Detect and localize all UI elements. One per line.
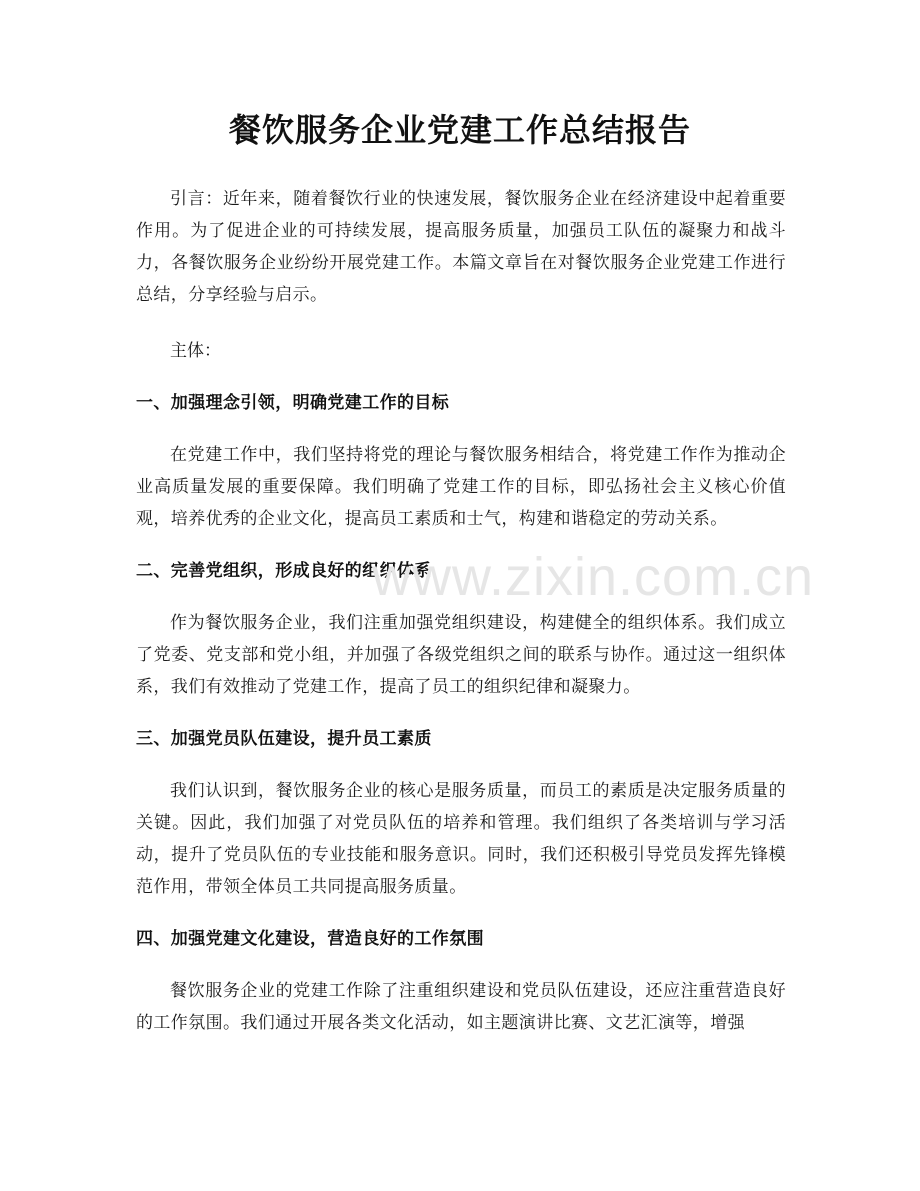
- section-heading: 二、完善党组织，形成良好的组织体系: [136, 561, 432, 581]
- watermark-text: www.zixin.com.cn: [372, 547, 815, 607]
- section-paragraph: 作为餐饮服务企业，我们注重加强党组织建设，构建健全的组织体系。我们成立了党委、党支部和党小组，并加强了各级党组织之间的联系与协作。通过这一组织体系，我们有效推动了党建工作，提高了员工的组织纪律和凝聚力。: [136, 613, 786, 697]
- section-paragraph: 在党建工作中，我们坚持将党的理论与餐饮服务相结合，将党建工作作为推动企业高质量发展的重要保障。我们明确了党建工作的目标，即弘扬社会主义核心价值观，培养优秀的企业文化，提高员工素质和士气，构建和谐稳定的劳动关系。: [136, 445, 786, 529]
- section-paragraph: 我们认识到，餐饮服务企业的核心是服务质量，而员工的素质是决定服务质量的关键。因此，我们加强了对党员队伍的培养和管理。我们组织了各类培训与学习活动，提升了党员队伍的专业技能和服务意识。同时，我们还积极引导党员发挥先锋模范作用，带领全体员工共同提高服务质量。: [136, 781, 786, 897]
- spacer: [136, 367, 786, 387]
- spacer: [136, 311, 786, 335]
- spacer: [136, 535, 786, 555]
- intro-paragraph: 引言：近年来，随着餐饮行业的快速发展，餐饮服务企业在经济建设中起着重要作用。为了促进企业的可持续发展，提高服务质量，加强员工队伍的凝聚力和战斗力，各餐饮服务企业纷纷开展党建工作。本篇文章旨在对餐饮服务企业党建工作进行总结，分享经验与启示。: [136, 189, 786, 305]
- spacer: [136, 419, 786, 439]
- section-heading: 一、加强理念引领，明确党建工作的目标: [136, 393, 450, 413]
- section-heading: 三、加强党员队伍建设，提升员工素质: [136, 729, 432, 749]
- spacer: [136, 587, 786, 607]
- section-paragraph: 餐饮服务企业的党建工作除了注重组织建设和党员队伍建设，还应注重营造良好的工作氛围。我们通过开展各类文化活动，如主题演讲比赛、文艺汇演等，增强: [136, 981, 786, 1033]
- body-label: 主体：: [170, 341, 221, 361]
- spacer: [136, 903, 786, 923]
- spacer: [136, 703, 786, 723]
- spacer: [136, 955, 786, 975]
- document-title: 餐饮服务企业党建工作总结报告: [228, 111, 691, 149]
- section-heading: 四、加强党建文化建设，营造良好的工作氛围: [136, 929, 484, 949]
- spacer: [136, 755, 786, 775]
- document-body: [136, 183, 786, 1039]
